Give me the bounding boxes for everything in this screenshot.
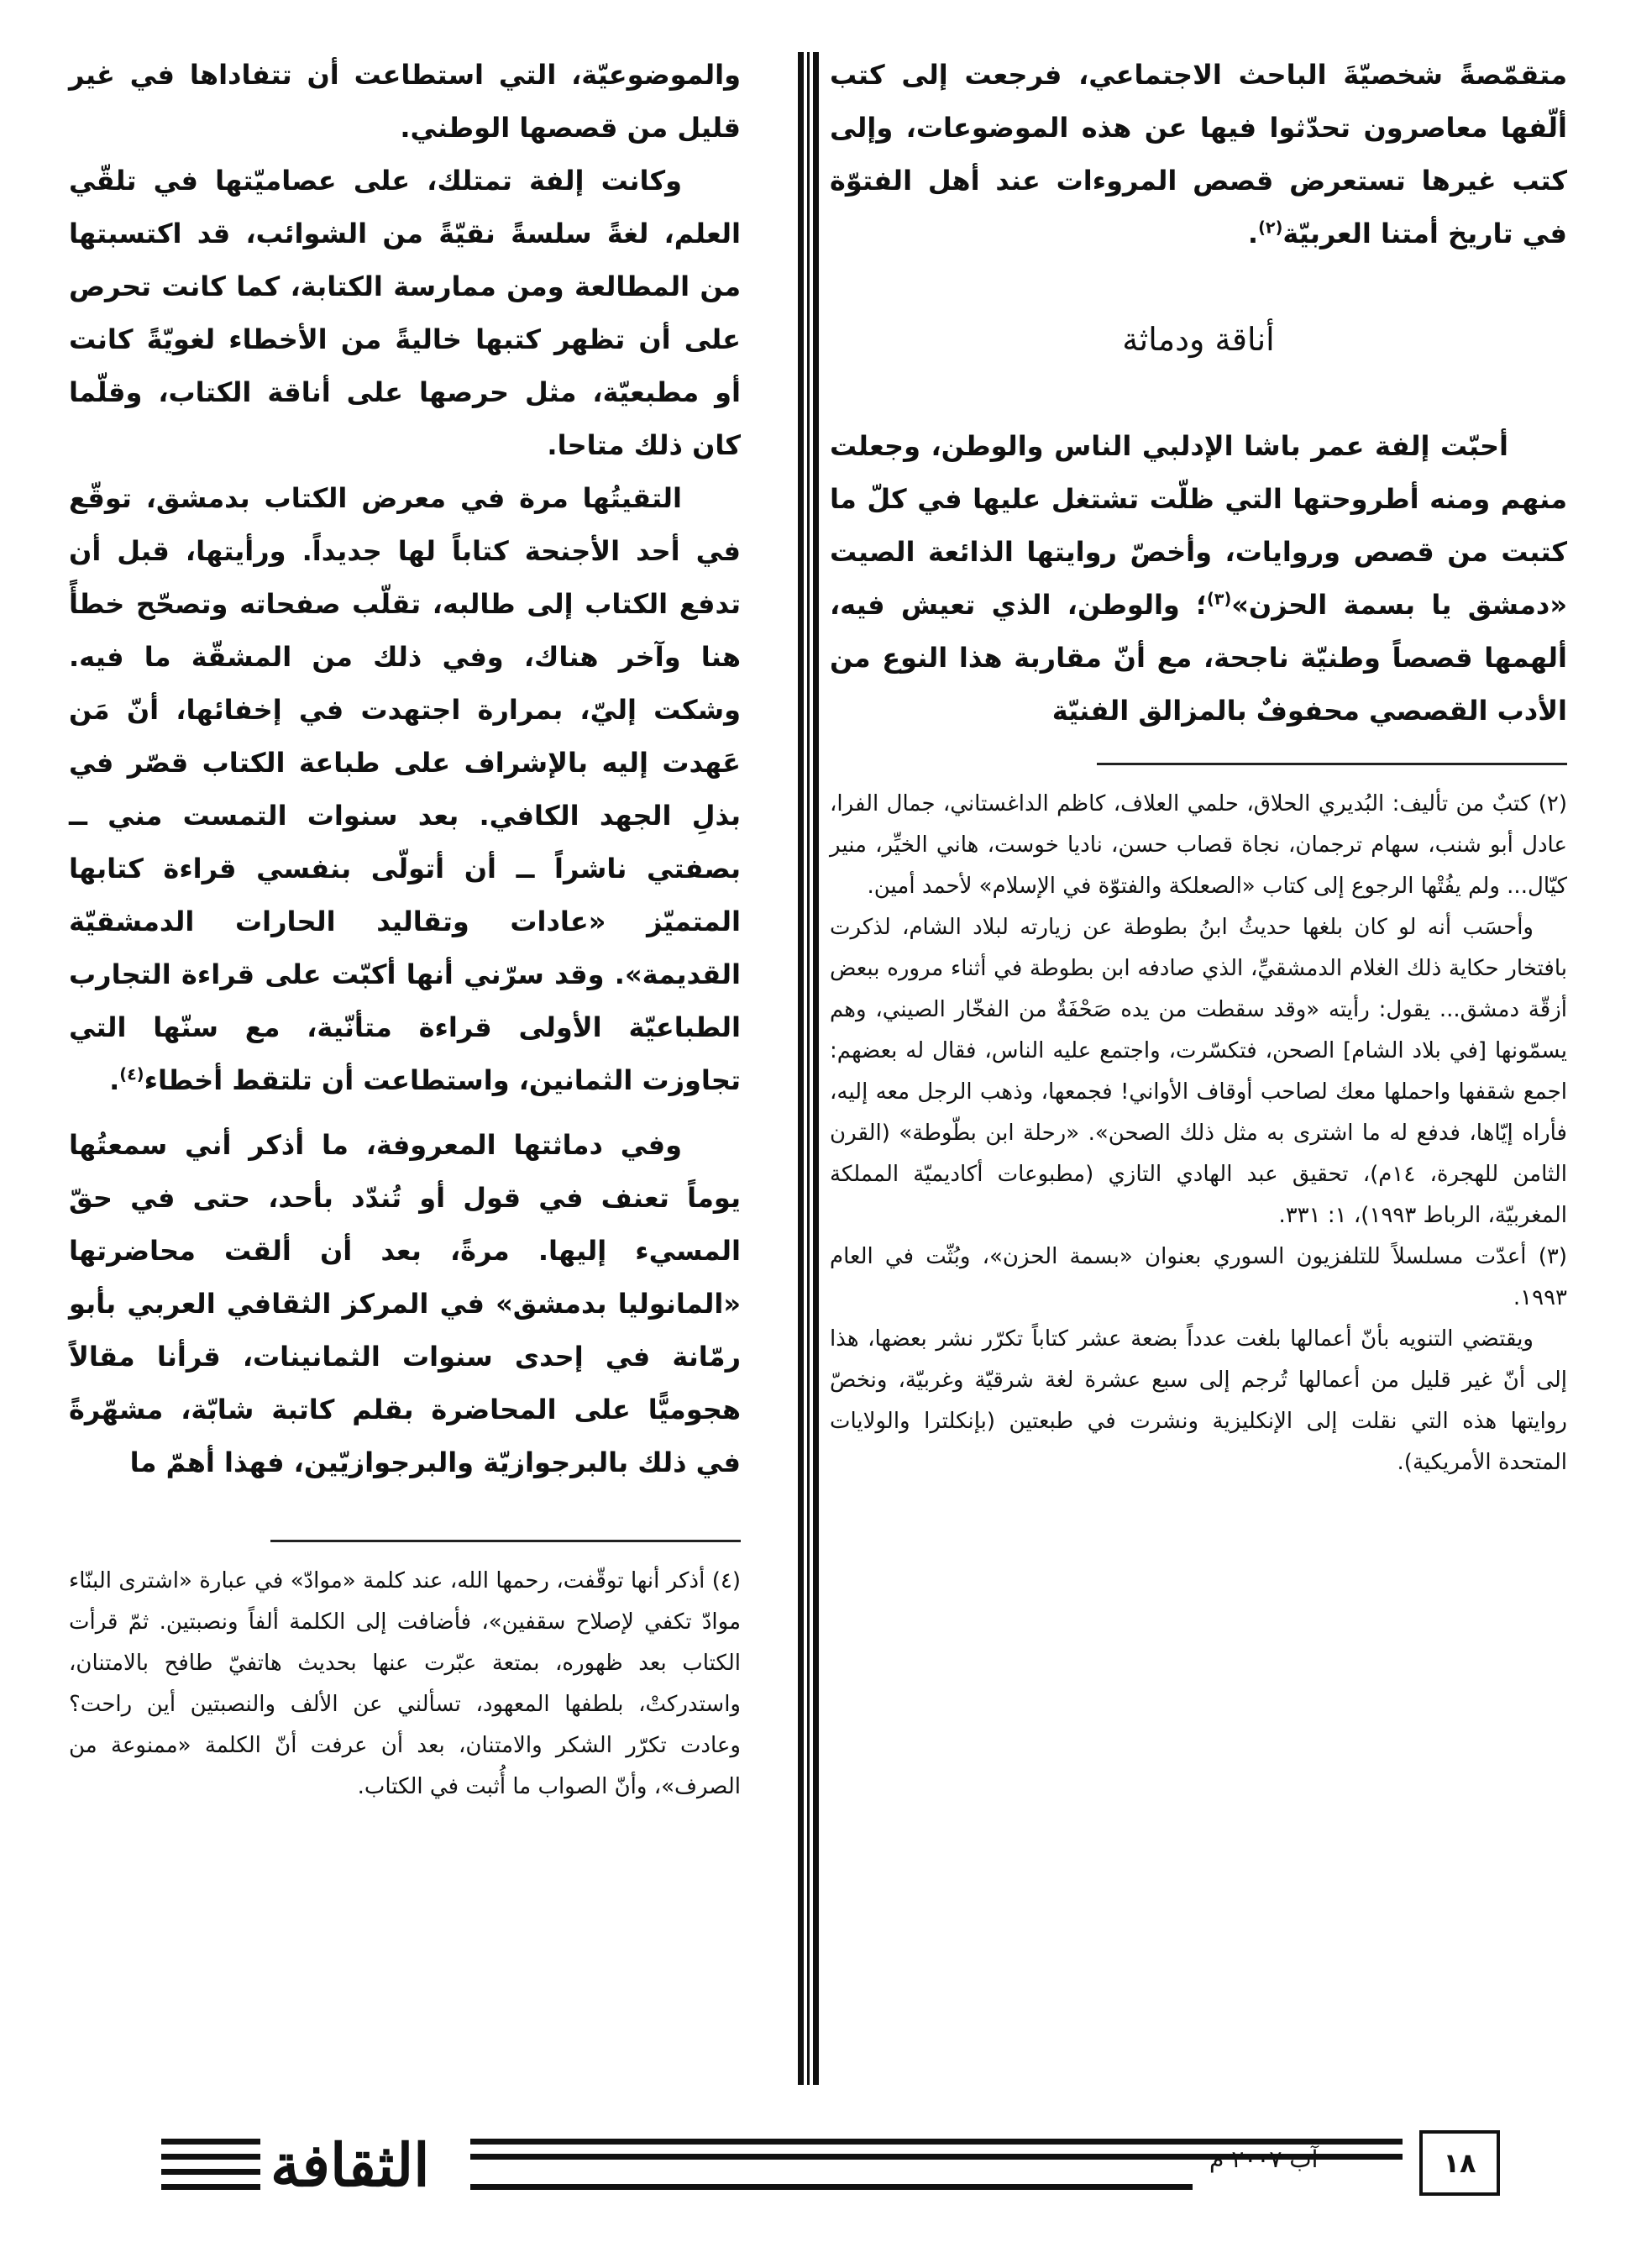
- body-paragraph: وكانت إلفة تمتلك، على عصاميّتها في تلقّي العلم، لغةً سلسةً نقيّةً من الشوائب، قد اكتسبتها من المطالعة ومن ممارسة الكتابة، كما كانت تحرص على أن تظهر كتبها خاليةً من الأخطاء لغويّةً كانت أو مطبعيّة، مثل حرصها على أناقة الكتاب، وقلّما كان ذلك متاحا.: [69, 165, 741, 461]
- body-paragraph: أحبّت إلفة عمر باشا الإدلبي الناس والوطن، وجعلت منهم ومنه أطروحتها التي ظلّت تشتغل عليها في كلّ ما كتبت من قصص وروايات، وأخصّ روايتها الذائعة الصيت «دمشق يا بسمة الحزن»$^{(٣)}$؛ والوطن، الذي تعيش فيه، ألهمها قصصاً وطنيّة ناجحة، مع أنّ مقاربة هذا النوع من الأدب القصصي محفوفٌ بالمزالق الفنيّة: [830, 430, 1568, 727]
- footnote-separator: [270, 1540, 741, 1542]
- footer-stripe: [161, 2154, 260, 2160]
- footnote-3-continued: ويقتضي التنويه بأنّ أعمالها بلغت عدداً بضعة عشر كتاباً تكرّر نشر بعضها، هذا إلى أنّ غير قليل من أعمالها تُرجم إلى سبع عشرة لغة شرقيّة وغربيّة، ونخصّ روايتها هذه التي نقلت إلى الإنكليزية ونشرت في طبعتين (بإنكلترا والولايات المتحدة الأمريكية).: [830, 1326, 1567, 1475]
- footnote-ref-2[interactable]: (٢): [1258, 218, 1283, 238]
- footnote-separator: [1097, 763, 1567, 765]
- footer-stripe: [161, 2169, 260, 2175]
- issue-date: آب ٢٠٠٧ م: [1209, 2145, 1319, 2173]
- footnote-2-continued: وأحسَب أنه لو كان بلغها حديثُ ابنُ بطوطة عن زيارته لبلاد الشام، لذكرت بافتخار حكاية ذلك الغلام الدمشقيِّ، الذي صادفه ابن بطوطة في أثناء مروره ببعض أزقّة دمشق... يقول: رأيته «وقد سقطت من يده صَحْفَةٌ من الفخّار الصيني، وهم يسمّونها [في بلاد الشام] الصحن، فتكسّرت، واجتمع عليه الناس، فقال له بعضهم: اجمع شقفها واحملها معك لصاحب أوقاف الأواني! فجمعها، وذهب الرجل معه إليه، فأراه إيّاها، فدفع له ما اشترى به مثل ذلك الصحن». «رحلة ابن بطّوطة» (القرن الثامن للهجرة، ١٤م)، تحقيق عبد الهادي التازي (مطبوعات أكاديميّة المملكة المغربيّة، الرباط ١٩٩٣)، ١: ٣٣١.: [830, 915, 1567, 1228]
- footnote-4: (٤) أذكر أنها توقّفت، رحمها الله، عند كلمة «موادّ» في عبارة «اشترى البنّاء موادّ تكفي لإصلاح سقفين»، فأضافت إلى الكلمة ألفاً ونصبتين. ثمّ قرأت الكتاب بعد ظهوره، بمتعة عبّرت عنها بحديث هاتفيّ طافح بالامتنان، واستدركتْ، بلطفها المعهود، تسألني عن الألف والنصبتين أين راحت؟ وعادت تكرّر الشكر والامتنان، بعد أن عرفت أنّ الكلمة «ممنوعة من الصرف»، وأنّ الصواب ما أُثبت في الكتاب.: [69, 1568, 741, 1799]
- footnote-3: (٣) أعدّت مسلسلاً للتلفزيون السوري بعنوان «بسمة الحزن»، وبُثّت في العام ١٩٩٣.: [830, 1244, 1567, 1310]
- body-paragraph: والموضوعيّة، التي استطاعت أن تتفاداها في غير قليل من قصصها الوطني.: [69, 59, 741, 144]
- magazine-logo: الثقافة: [270, 2130, 430, 2200]
- footer-stripe: [470, 2184, 1193, 2190]
- footnotes-block: [830, 784, 1567, 1483]
- page-footer: [0, 2117, 1636, 2218]
- footnote-2: (٢) كتبٌ من تأليف: البُديري الحلاق، حلمي العلاف، كاظم الداغستاني، جمال الفرا، عادل أبو شنب، سهام ترجمان، نجاة قصاب حسن، ناديا خوست، هاني الخيِّر، منير كيّال... ولم يفُتْها الرجوع إلى كتاب «الصعلكة والفتوّة في الإسلام» لأحمد أمين.: [830, 791, 1567, 899]
- footnote-ref-4[interactable]: (٤): [119, 1064, 144, 1084]
- body-paragraph: وفي دماثتها المعروفة، ما أذكر أني سمعتُها يوماً تعنف في قول أو تُندّد بأحد، حتى في حقّ المسيء إليها. مرةً، بعد أن ألقت محاضرتها «المانوليا بدمشق» في المركز الثقافي العربي بأبو رمّانة في إحدى سنوات الثمانينات، قرأنا مقالاً هجوميًّا على المحاضرة بقلم كاتبة شابّة، مشهّرةً في ذلك بالبرجوازيّة والبرجوازيّين، فهذا أهمّ ما: [69, 1129, 741, 1478]
- column-divider: [798, 52, 820, 2085]
- page-number: ١٨: [1419, 2130, 1500, 2196]
- footer-stripe: [161, 2139, 260, 2145]
- section-heading: أناقة ودماثة: [1122, 321, 1275, 358]
- left-column: [69, 49, 741, 1808]
- footnote-ref-3[interactable]: (٣): [1206, 589, 1232, 609]
- body-paragraph: التقيتُها مرة في معرض الكتاب بدمشق، توقّع في أحد الأجنحة كتاباً لها جديداً. ورأيتها، قبل أن تدفع الكتاب إلى طالبه، تقلّب صفحاته وتصحّح خطأً هنا وآخر هناك، وفي ذلك من المشقّة ما فيه. وشكت إليّ، بمرارة اجتهدت في إخفائها، أنّ مَن عَهدت إليه بالإشراف على طباعة الكتاب قصّر في بذلِ الجهد الكافي. بعد سنوات التمست مني ــ بصفتي ناشراً ــ أن أتولّى بنفسي قراءة كتابها المتميّز «عادات وتقاليد الحارات الدمشقيّة القديمة». وقد سرّني أنها أكبّت على قراءة التجارب الطباعيّة الأولى قراءة متأنّية، مع سنّها التي تجاوزت الثمانين، واستطاعت أن تلتقط أخطاء$^{(٤)}$.: [69, 482, 741, 1096]
- intro-paragraph: متقمّصةً شخصيّةَ الباحث الاجتماعي، فرجعت إلى كتب ألّفها معاصرون تحدّثوا فيها عن هذه الموضوعات، وإلى كتب غيرها تستعرض قصص المروءات عند أهل الفتوّة في تاريخ أمتنا العربيّة$^{(٢)}$.: [830, 59, 1567, 249]
- footer-stripe: [161, 2184, 260, 2190]
- footer-stripe: [470, 2139, 1403, 2145]
- right-column: [830, 49, 1567, 1483]
